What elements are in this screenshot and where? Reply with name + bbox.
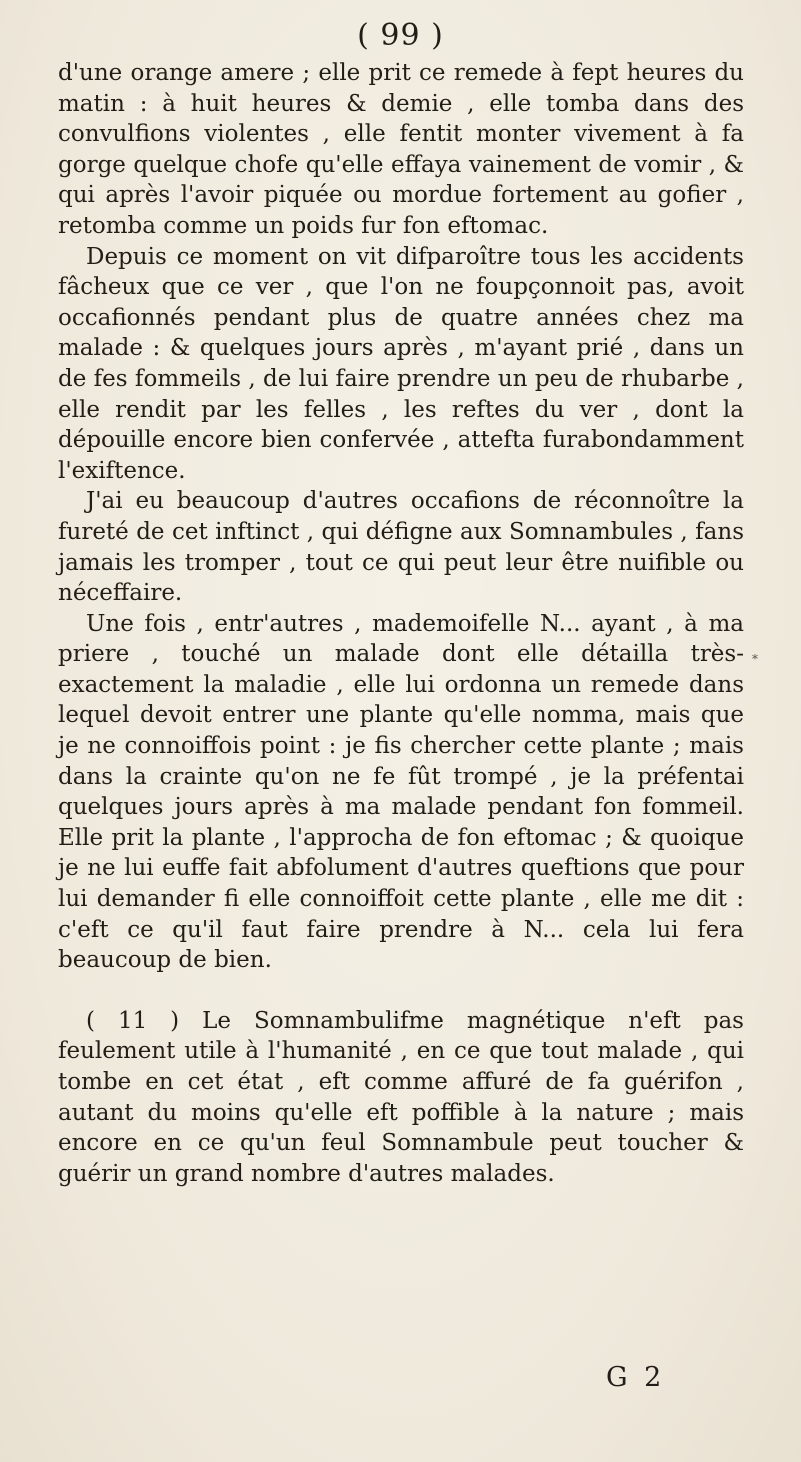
paragraph-depuis: Depuis ce moment on vit difparoître tous les accidents fâcheux que ce ver , que l'on ne foupçonnoit pas, avoit occafionnés pendant plus de quatre années chez ma malade : & quelques jours après , m'ayant prié , dans un de fes fommeils , de lui faire prendre un peu de rhubarbe , elle rendit par les felles , les reftes du ver , dont la dépouille encore bien confervée , attefta furabondamment l'exiftence. — [58, 243, 744, 484]
stray-mark: * — [752, 652, 758, 666]
body-text — [58, 58, 744, 1189]
page-number: ( 99 ) — [357, 18, 444, 53]
paragraph-continuation: d'une orange amere ; elle prit ce remede à fept heures du matin : à huit heures & demie , elle tomba dans des convulfions violentes , elle fentit monter vivement à fa gorge quelque chofe qu'elle effaya vainement de vomir , & qui après l'avoir piquée ou mordue fortement au gofier , retomba comme un poids fur fon eftomac. — [58, 60, 744, 239]
footnote-11: ( 11 ) Le Somnambulifme magnétique n'eft pas feulement utile à l'humanité , en ce que tout malade , qui tombe en cet état , eft comme affuré de fa guérifon , autant du moins qu'elle eft poffible à la nature ; mais encore en ce qu'un feul Somnambule peut toucher & guérir un grand nombre d'autres malades. — [58, 1007, 744, 1187]
paragraph-instinct: J'ai eu beaucoup d'autres occafions de réconnoître la fureté de cet inftinct , qui défigne aux Somnambules , fans jamais les tromper , tout ce qui peut leur être nuifible ou néceffaire. — [58, 488, 744, 607]
paragraph-plante: Une fois , entr'autres , mademoifelle N... ayant , à ma priere , touché un malade dont elle détailla très-exactement la maladie , elle lui ordonna un remede dans lequel devoit entrer une plante qu'elle nomma, mais que je ne connoiffois point : je fis chercher cette plante ; mais dans la crainte qu'on ne fe fût trompé , je la préfentai quelques jours après à ma malade pendant fon fommeil. Elle prit la plante , l'approcha de fon eftomac ; & quoique je ne lui euffe fait abfolument d'autres queftions que pour lui demander fi elle connoiffoit cette plante , elle me dit : c'eft ce qu'il faut faire prendre à N... cela lui fera beaucoup de bien. — [58, 610, 744, 974]
signature-mark: G 2 — [606, 1362, 666, 1393]
